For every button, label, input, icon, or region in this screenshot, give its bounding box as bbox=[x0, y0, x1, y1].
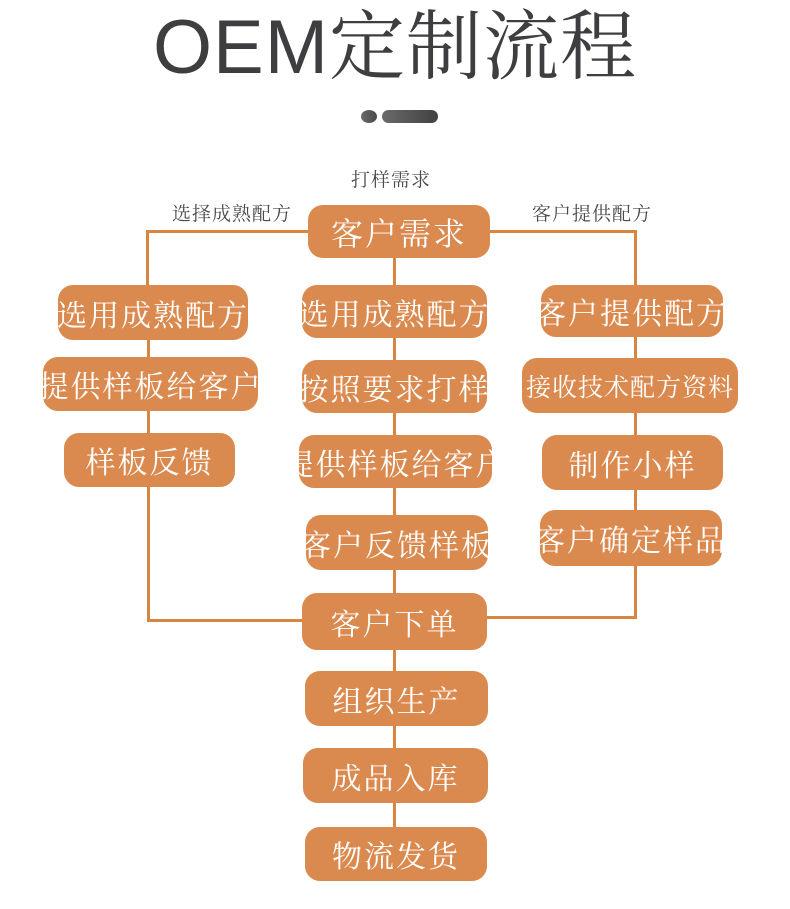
connector-mid-v5 bbox=[393, 569, 396, 595]
node-mid-provide-sample-to-customer: 提供样板给客户 bbox=[299, 435, 492, 488]
connector-mid-v4 bbox=[393, 487, 396, 517]
divider-bar-icon bbox=[382, 110, 438, 123]
node-mid-sample-per-requirement: 按照要求打样 bbox=[302, 360, 487, 413]
node-right-make-small-sample: 制作小样 bbox=[542, 435, 723, 490]
node-logistics-shipping: 物流发货 bbox=[305, 827, 487, 881]
connector-left-merge-h bbox=[147, 619, 305, 622]
node-customer-requirement: 客户需求 bbox=[308, 205, 490, 258]
connector-left-v1 bbox=[147, 339, 150, 359]
node-left-select-mature-formula: 选用成熟配方 bbox=[58, 285, 248, 340]
connector-right-v4 bbox=[634, 566, 637, 619]
node-mid-select-mature-formula: 选用成熟配方 bbox=[302, 285, 487, 338]
connector-right-v1 bbox=[634, 336, 637, 360]
connector-mid-v6 bbox=[393, 649, 396, 673]
node-finished-goods-warehouse: 成品入库 bbox=[303, 748, 488, 803]
page-title: OEM定制流程 bbox=[152, 5, 638, 90]
connector-mid-v2 bbox=[393, 337, 396, 362]
connector-top-right-h bbox=[488, 230, 637, 233]
label-customer-provides-formula: 客户提供配方 bbox=[532, 204, 653, 225]
node-mid-customer-feedback-sample: 客户反馈样板 bbox=[306, 515, 488, 570]
label-sampling-need: 打样需求 bbox=[351, 170, 432, 191]
divider-dot-icon bbox=[361, 110, 377, 123]
node-left-provide-sample-to-customer: 提供样板给客户 bbox=[43, 357, 258, 411]
connector-mid-v8 bbox=[393, 801, 396, 829]
connector-left-v2 bbox=[147, 409, 150, 435]
connector-left-v3 bbox=[147, 486, 150, 622]
label-choose-mature-formula: 选择成熟配方 bbox=[172, 204, 293, 225]
connector-mid-v7 bbox=[393, 725, 396, 750]
connector-right-v3 bbox=[634, 489, 637, 512]
connector-right-v2 bbox=[634, 412, 637, 436]
connector-mid-v1 bbox=[393, 257, 396, 287]
node-left-sample-feedback: 样板反馈 bbox=[64, 433, 235, 487]
connector-right-merge-h bbox=[485, 616, 637, 619]
connector-top-left-h bbox=[146, 230, 310, 233]
node-customer-places-order: 客户下单 bbox=[302, 593, 487, 650]
node-right-customer-provides-formula: 客户提供配方 bbox=[541, 285, 723, 337]
connector-mid-v3 bbox=[393, 412, 396, 437]
node-right-receive-technical-formula-data: 接收技术配方资料 bbox=[522, 358, 738, 413]
node-organize-production: 组织生产 bbox=[305, 671, 488, 726]
connector-top-left-v bbox=[146, 230, 149, 287]
connector-top-right-v bbox=[634, 230, 637, 287]
node-right-customer-confirms-sample: 客户确定样品 bbox=[540, 510, 722, 566]
